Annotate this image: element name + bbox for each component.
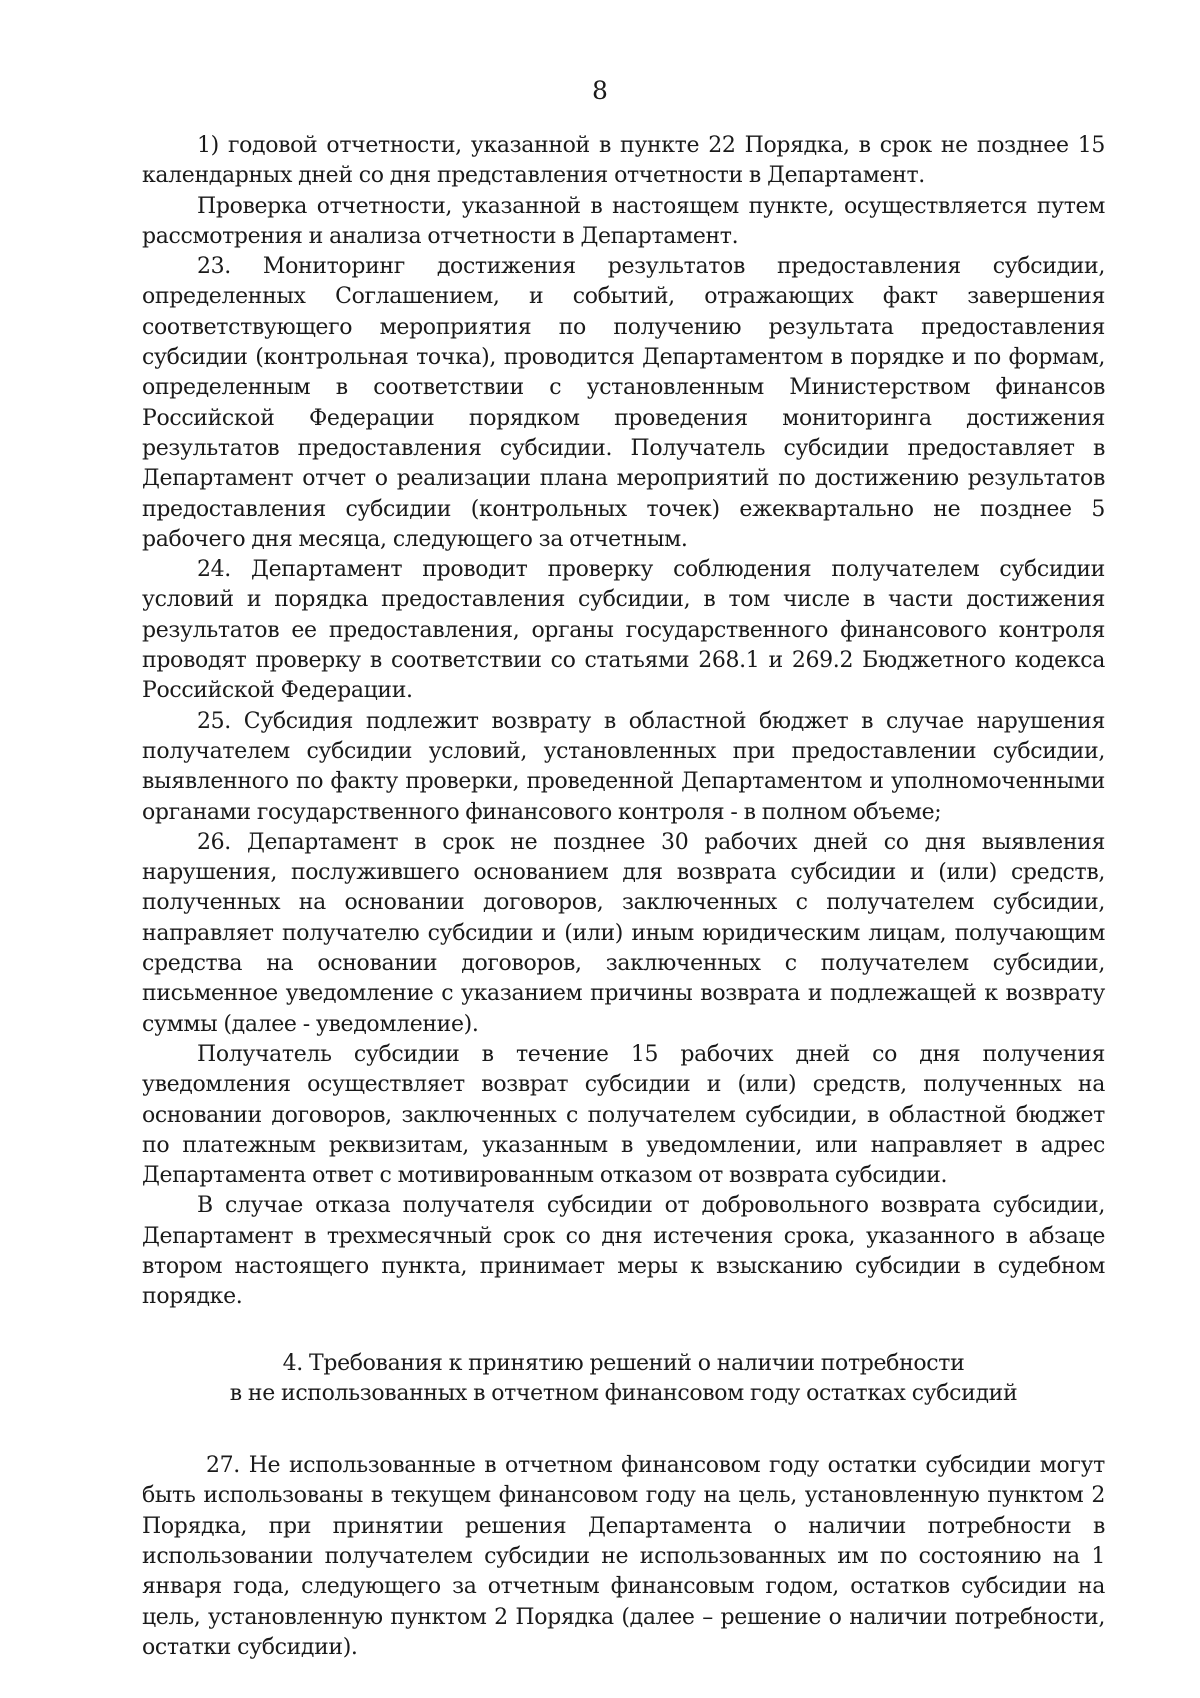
paragraph-25-subsidy-return: 25. Субсидия подлежит возврату в областной бюджет в случае нарушения получателем субсидии условий, установленных при предоставлении субсидии, выявленного по факту проверки, проведенной Департаментом и уполномоченными органами государственного финансового контроля - в полном объеме; [142,708,1105,825]
paragraph-26-notification: 26. Департамент в срок не позднее 30 рабочих дней со дня выявления нарушения, послужившего основанием для возврата субсидии и (или) средств, полученных на основании договоров, заключенных с получателем субсидии, направляет получателю субсидии и (или) иным юридическим лицам, получающим средства на основании договоров, заключенных с получателем субсидии, письменное уведомление с указанием причины возврата и подлежащей к возврату суммы (далее - уведомление). [142,829,1105,1037]
paragraph-recipient-return: Получатель субсидии в течение 15 рабочих дней со дня получения уведомления осуществляет возврат субсидии и (или) средств, полученных на основании договоров, заключенных с получателем субсидии, в областной бюджет по платежным реквизитам, указанным в уведомлении, или направляет в адрес Департамента ответ с мотивированным отказом от возврата субсидии. [142,1041,1105,1189]
paragraph-24-compliance-check: 24. Департамент проводит проверку соблюдения получателем субсидии условий и порядка предоставления субсидии, в том числе в части достижения результатов ее предоставления, органы государственного финансового контроля проводят проверку в соответствии со статьями 268.1 и 269.2 Бюджетного кодекса Российской Федерации. [142,557,1105,704]
section-heading [142,1349,1105,1410]
section-heading-line-2: в не использованных в отчетном финансовом году остатках субсидий [229,1380,1018,1406]
paragraph-23-monitoring: 23. Мониторинг достижения результатов предоставления субсидии, определенных Соглашением, и событий, отражающих факт завершения соответствующего мероприятия по получению результата предоставления субсидии (контрольная точка), проводится Департаментом в порядке и по формам, определенным в соответствии с установленным Министерством финансов Российской Федерации порядком проведения мониторинга достижения результатов предоставления субсидии. Получатель субсидии предоставляет в Департамент отчет о реализации плана мероприятий по достижению результатов предоставления субсидии (контрольных точек) ежеквартально не позднее 5 рабочего дня месяца, следующего за отчетным. [142,254,1105,552]
document-body [142,131,1105,1663]
paragraph-27-unused-balances: 27. Не использованные в отчетном финансовом году остатки субсидии могут быть использованы в текущем финансовом году на цель, установленную пунктом 2 Порядка, при принятии решения Департамента о наличии потребности в использовании получателем субсидии не использованных им по состоянию на 1 января года, следующего за отчетным финансовым годом, остатков субсидии на цель, установленную пунктом 2 Порядка (далее – решение о наличии потребности, остатки субсидии). [142,1453,1105,1660]
paragraph-reporting-check: Проверка отчетности, указанной в настоящем пункте, осуществляется путем рассмотрения и анализа отчетности в Департамент. [142,193,1105,249]
paragraph-refusal-case: В случае отказа получателя субсидии от добровольного возврата субсидии, Департамент в трехмесячный срок со дня истечения срока, указанного в абзаце втором настоящего пункта, принимает меры к взысканию субсидии в судебном порядке. [142,1193,1105,1310]
paragraph-annual-reporting: 1) годовой отчетности, указанной в пункте 22 Порядка, в срок не позднее 15 календарных дней со дня представления отчетности в Департамент. [142,133,1105,189]
page-number: 8 [592,76,608,105]
section-heading-line-1: 4. Требования к принятию решений о наличии потребности [282,1350,965,1376]
